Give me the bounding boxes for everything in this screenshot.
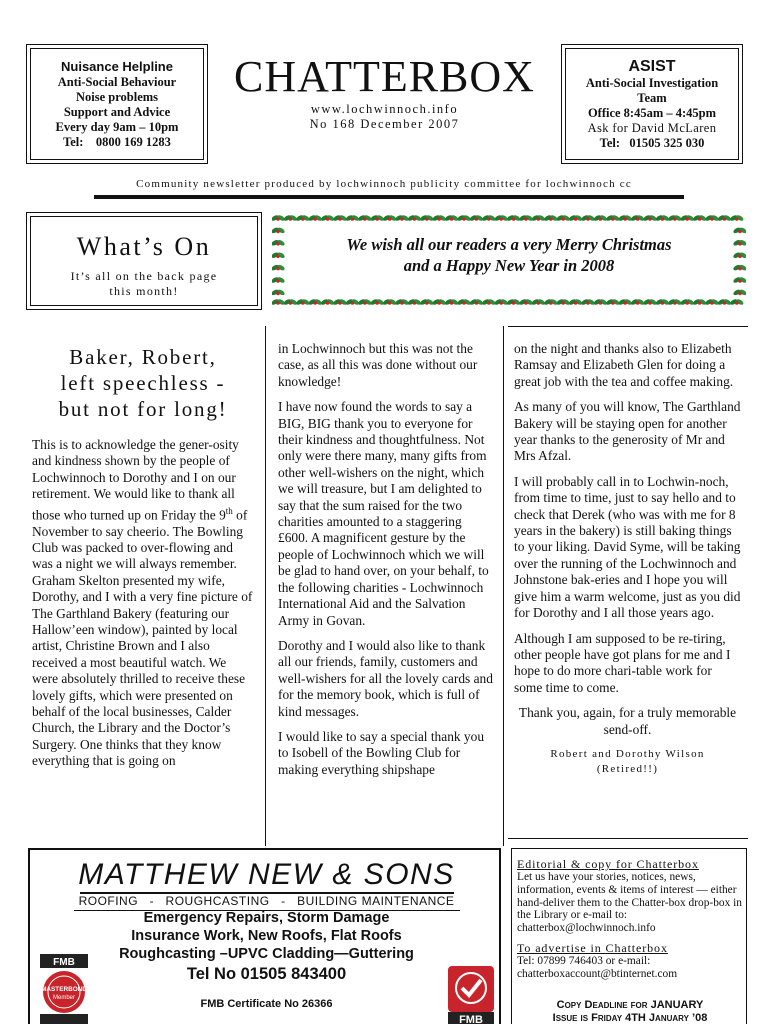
advertise-email[interactable]: chatterboxaccount@btinternet.com [517,967,678,980]
asist-title: ASIST [628,58,676,75]
christmas-banner [272,212,746,308]
holly-sprig-icon [605,298,620,306]
holly-sprig-icon [494,214,509,222]
advertise-heading: To advertise in Chatterbox [517,940,668,955]
holly-sprig-icon [531,298,546,306]
holly-sprig-icon [506,214,521,222]
holly-sprig-icon [593,298,608,306]
holly-sprig-icon [531,214,546,222]
editorial-box [511,848,747,1024]
article-paragraph [32,437,254,573]
holly-sprig-icon [667,298,682,306]
holly-sprig-icon [407,214,422,222]
holly-sprig-icon [272,288,286,296]
article-paragraph: Although I am supposed to be re-tiring, other people have got plans for me and I hope to do more chari-table work for some time to come. [514,630,731,695]
christmas-line: We wish all our readers a very Merry Christmas [346,235,672,254]
signature-name: Robert and Dorothy Wilson [550,747,705,760]
holly-sprig-icon [444,214,459,222]
article-title-line: left speechless - [60,371,226,395]
holly-sprig-icon [618,214,633,222]
holly-sprig-icon [680,298,695,306]
asist-line: Team [637,91,667,105]
masthead [212,52,557,132]
fmb-certificate: FMB Certificate No 26366 [200,998,333,1010]
holly-sprig-icon [630,298,645,306]
article-paragraph: I would like to say a special thank you to Isobell of the Bowling Club for making everything shipshape [278,728,485,777]
advertiser-services: ROOFING - ROUGHCASTING - BUILDING MAINTENANCE [78,894,455,908]
holly-sprig-icon [593,214,608,222]
editorial-text [517,871,742,935]
holly-sprig-icon [370,214,385,222]
holly-sprig-icon [345,298,360,306]
article-column-1 [32,437,254,779]
holly-sprig-icon [394,214,409,222]
holly-sprig-icon [345,214,360,222]
copy-deadline [512,999,748,1024]
holly-sprig-icon [655,214,670,222]
fmb-tick-logo-icon [448,966,494,1024]
holly-sprig-icon [556,298,571,306]
asist-box [561,44,743,164]
ad-line: Emergency Repairs, Storm Damage [143,910,390,926]
holly-sprig-icon [543,298,558,306]
holly-sprig-icon [568,214,583,222]
article-text: of November to say cheerio. The Bowling Club was packed to over-flowing and was a night we will always remember. [32,507,248,572]
helpline-line: Every day 9am – 10pm [55,119,179,134]
advertiser-name: MATTHEW NEW & SONS [78,858,455,891]
article-title [32,344,254,422]
holly-sprig-icon [295,298,310,306]
article-paragraph: I will probably call in to Lochwin-noch, from time to time, just to say hello and to check that Derek (who was with me for 8 years in the bakery) is still baking things to your liking. David Syme, will be taking over the running of the Lochwinnoch and Johnstone bak-eries and I hope you will give him a warm welcome, just as you did for Dorothy and I all those years ago. [514,473,741,621]
member-text: Member [52,995,76,1001]
christmas-line: and a Happy New Year in 2008 [403,256,615,275]
holly-sprig-icon [272,298,286,306]
holly-sprig-icon [680,214,695,222]
holly-sprig-icon [642,298,657,306]
holly-sprig-icon [469,298,484,306]
section-rule [508,326,748,327]
holly-sprig-icon [407,298,422,306]
holly-sprig-icon [272,214,286,222]
holly-sprig-icon [568,298,583,306]
signature [514,747,741,777]
holly-sprig-icon [295,214,310,222]
article-column-3 [514,341,741,777]
fmb-masterbond-logo-icon [40,954,88,1024]
article-paragraph: Dorothy and I would also like to thank all our friends, family, customers and well-wishers for all the lovely cards and for the memory book, which is full of kind messages. [278,637,493,719]
holly-sprig-icon [320,298,335,306]
holly-sprig-icon [729,214,744,222]
editorial-heading: Editorial & copy for Chatterbox [517,857,699,871]
holly-sprig-icon [518,214,533,222]
article-paragraph: As many of you will know, The Garthland Bakery will be staying open for another year thanks to the generosity of Mr and Mrs Afzal. [514,399,741,464]
whats-on-title: What’s On [76,232,212,261]
holly-sprig-icon [704,214,719,222]
holly-sprig-icon [667,214,682,222]
article-paragraph: on the night and thanks also to Elizabeth Ramsay and Elizabeth Glen for doing a great job with the tea and coffee making. [514,341,734,389]
whats-on-text: It’s all on the back page [70,269,218,283]
holly-sprig-icon [444,298,459,306]
holly-sprig-icon [717,298,732,306]
article-paragraph: in Lochwinnoch but this was not the case, as all this was done without our knowledge! [278,341,478,389]
holly-sprig-icon [308,214,323,222]
deadline-line: Issue is Friday 4TH January ’08 [552,1012,708,1024]
editorial-email[interactable]: chatterbox@lochwinnoch.info [517,922,656,935]
holly-sprig-icon [655,298,670,306]
whats-on-text: this month! [109,284,179,298]
tagline: Community newsletter produced by lochwinnoch publicity committee for lochwinnoch cc [136,178,632,190]
holly-sprig-icon [732,276,746,284]
holly-sprig-icon [419,298,434,306]
holly-sprig-icon [481,298,496,306]
article-paragraph: I have now found the words to say a BIG, BIG thank you to everyone for their kindness and thoughtfulness. Not only were there many, many gifts from other well-wishers on the night, which we will treasure, but I am delighted to say that the sum raised for the two charities amounted to a staggering £600. A magnificent gesture by the people of Lochwinnoch which we will be glad to hand over, on your behalf, to the following charities - Lochwinnoch International Aid and the Salvation Army in Govan. [278,399,489,628]
holly-sprig-icon [506,298,521,306]
editorial-body: Let us have your stories, notices, news, information, events & items of interest — either hand-deliver them to the Chatter-box drop-box in the Library or e-mail to: [517,871,742,922]
holly-sprig-icon [556,214,571,222]
whats-on-box [26,212,262,310]
issue-number: No 168 December 2007 [309,117,460,131]
holly-sprig-icon [370,298,385,306]
article-paragraph: Thank you, again, for a truly memorable send-off. [518,705,737,737]
holly-sprig-icon [382,298,397,306]
holly-sprig-icon [308,298,323,306]
ad-phone: Tel No 01505 843400 [186,965,347,983]
masthead-rule [94,195,684,199]
advertise-phone: Tel: 07899 746403 or e-mail: [517,954,651,967]
asist-line: Anti-Social Investigation [585,76,719,90]
ad-line: Roughcasting –UPVC Cladding—Guttering [119,946,414,962]
holly-sprig-icon [692,298,707,306]
holly-sprig-icon [481,214,496,222]
holly-sprig-icon [456,298,471,306]
holly-sprig-icon [580,214,595,222]
holly-sprig-icon [332,214,347,222]
helpline-phone: Tel: 0800 169 1283 [63,134,171,149]
holly-sprig-icon [357,214,372,222]
holly-sprig-icon [729,298,744,306]
fmb-logo-text: FMB [459,1014,483,1024]
holly-sprig-icon [283,214,298,222]
masterbond-text: MASTERBOND [41,986,87,993]
holly-sprig-icon [382,214,397,222]
helpline-line: Anti-Social Behaviour [57,74,177,89]
column-divider [503,326,504,846]
holly-sprig-icon [692,214,707,222]
asist-phone: Tel: 01505 325 030 [599,136,705,150]
holly-sprig-icon [605,214,620,222]
superscript: th [225,505,233,516]
signature-note: (Retired!!) [596,762,659,775]
article-title-line: Baker, Robert, [69,345,217,369]
holly-sprig-icon [732,288,746,296]
holly-sprig-icon [618,298,633,306]
helpline-line: Noise problems [75,89,159,104]
holly-sprig-icon [494,298,509,306]
holly-sprig-icon [717,214,732,222]
christmas-message [272,234,746,276]
section-rule [508,838,748,839]
holly-sprig-icon [642,214,657,222]
holly-sprig-icon [283,298,298,306]
ad-line: Insurance Work, New Roofs, Flat Roofs [131,928,402,944]
holly-sprig-icon [394,298,409,306]
holly-sprig-icon [332,298,347,306]
holly-sprig-icon [704,298,719,306]
holly-sprig-icon [432,214,447,222]
article-paragraph: Graham Skelton presented my wife, Dorothy, and I with a very fine picture of The Garthland Bakery (featuring our Hallow’een window), painted by local artist, Christine Brown and I also received a most beautiful watch. We were absolutely thrilled to receive these lovely gifts, which were presented on behalf of the local businesses, Calder Church, the Library and the Doctor’s Surgery. One thinks that they know everything that is going on [32,572,253,769]
advertise-text [517,955,742,981]
article-column-2 [278,341,494,787]
holly-sprig-icon [419,214,434,222]
deadline-line: Copy Deadline for JANUARY [556,999,704,1011]
holly-sprig-icon [518,298,533,306]
holly-sprig-icon [320,214,335,222]
article-text: This is to acknowledge the gener-osity and kindness shown by the people of Lochwinnoch to Dorothy and I on our retirement. We would like to thank all those who turned up on Friday the 9 [32,437,239,523]
holly-sprig-icon [543,214,558,222]
holly-sprig-icon [272,276,286,284]
helpline-line: Support and Advice [63,104,171,119]
asist-line: Office 8:45am – 4:45pm [587,106,717,120]
holly-sprig-icon [357,298,372,306]
helpline-title: Nuisance Helpline [61,58,173,74]
article-title-line: but not for long! [58,397,228,421]
holly-sprig-icon [432,298,447,306]
advertisement-box [28,848,501,1024]
newsletter-title: CHATTERBOX [234,52,535,101]
column-divider [265,326,266,846]
holly-sprig-icon [456,214,471,222]
nuisance-helpline-box [26,44,208,164]
holly-sprig-icon [630,214,645,222]
holly-sprig-icon [469,214,484,222]
website-url: www.lochwinnoch.info [310,102,459,116]
holly-sprig-icon [580,298,595,306]
fmb-logo-text: FMB [53,957,75,968]
asist-contact: Ask for David McLaren [587,121,717,135]
